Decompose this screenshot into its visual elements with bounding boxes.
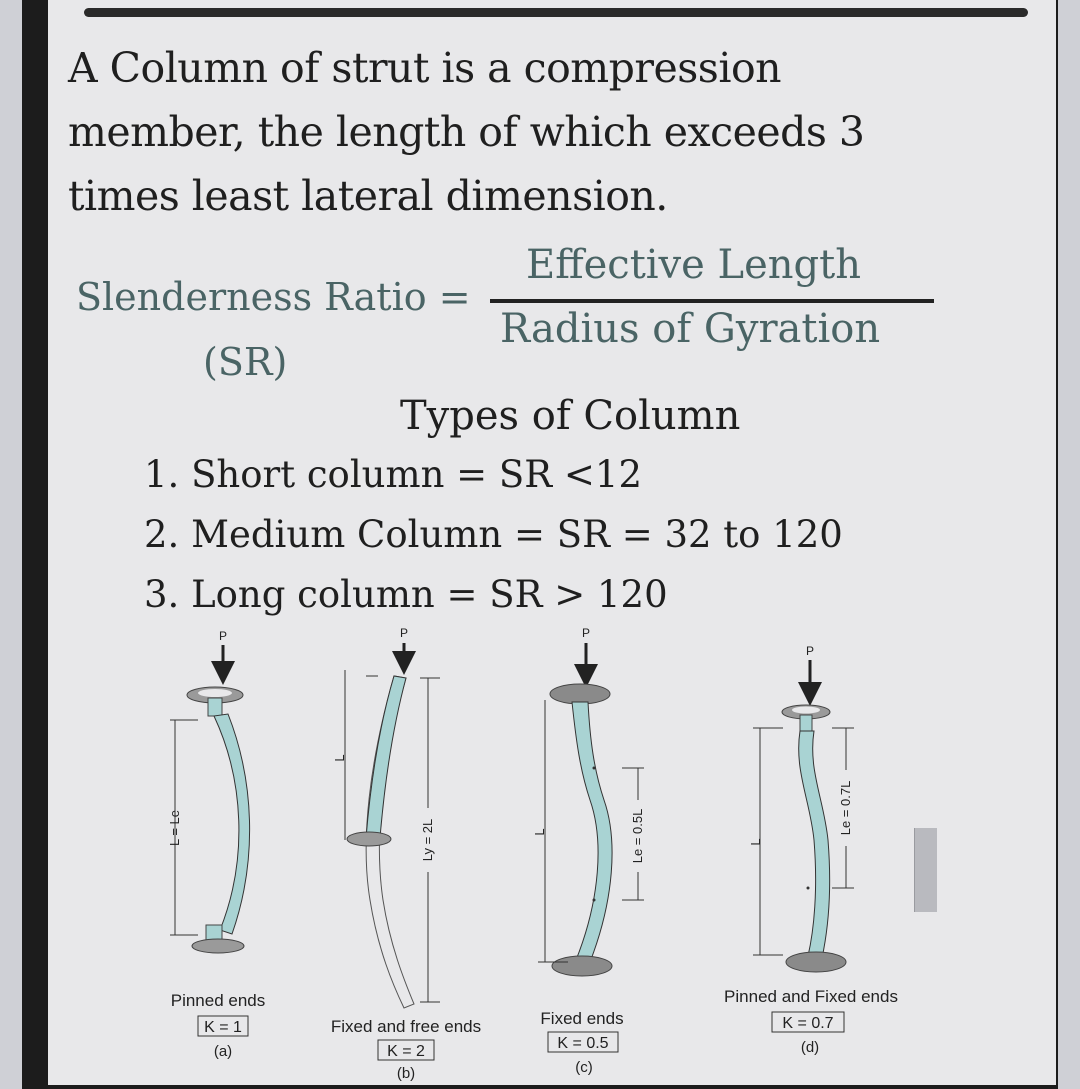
load-label: P: [805, 644, 815, 658]
k-value-c: K = 0.5: [557, 1035, 609, 1052]
type-item-short: 1. Short column = SR <12: [144, 453, 642, 496]
type-item-medium: 2. Medium Column = SR = 32 to 120: [144, 513, 843, 556]
caption-c: Fixed ends: [540, 1009, 624, 1028]
frame-left-edge: [0, 0, 22, 1089]
length-label-a: L = Le: [167, 809, 182, 847]
length-label-b: L: [332, 754, 347, 762]
column-d-pinned-fixed: [724, 644, 898, 1056]
effective-length-c: Le = 0.5L: [630, 808, 645, 864]
effective-length-b: Ly = 2L: [420, 818, 435, 862]
caption-a: Pinned ends: [170, 991, 266, 1010]
intro-line: member, the length of which exceeds 3: [68, 108, 865, 156]
length-label-d: L: [748, 838, 763, 846]
intro-line: times least lateral dimension.: [68, 172, 668, 220]
load-label: P: [581, 626, 591, 640]
tag-c: (c): [575, 1059, 593, 1076]
formula-denominator: Radius of Gyration: [500, 306, 881, 352]
formula-numerator: Effective Length: [526, 242, 861, 288]
tag-d: (d): [800, 1039, 820, 1056]
load-label: P: [218, 629, 228, 643]
column-b-fixed-free: [331, 626, 481, 1082]
column-a-pinned: [167, 629, 265, 1060]
fraction-bar: [490, 299, 934, 303]
intro-paragraph: [68, 36, 1013, 228]
content-card: [48, 0, 1056, 1085]
type-item-long: 3. Long column = SR > 120: [144, 573, 668, 616]
frame-right-edge: [1058, 0, 1080, 1089]
column-c-fixed: [532, 626, 648, 1076]
sr-abbreviation: (SR): [203, 340, 288, 384]
effective-length-d: Le = 0.7L: [838, 780, 853, 836]
caption-b: Fixed and free ends: [330, 1017, 482, 1036]
load-label: P: [399, 626, 409, 640]
tag-b: (b): [396, 1065, 416, 1082]
scrollbar-thumb[interactable]: [914, 828, 937, 912]
caption-d: Pinned and Fixed ends: [724, 987, 898, 1006]
tag-a: (a): [213, 1043, 233, 1060]
top-divider: [84, 8, 1028, 17]
types-heading: Types of Column: [400, 393, 741, 439]
k-value-b: K = 2: [387, 1043, 425, 1060]
slenderness-ratio-label: Slenderness Ratio =: [76, 275, 471, 319]
k-value-a: K = 1: [204, 1019, 242, 1036]
intro-line: A Column of strut is a compression: [68, 44, 782, 92]
column-end-conditions-diagram: [48, 615, 1056, 1085]
length-label-c: L: [532, 828, 547, 836]
k-value-d: K = 0.7: [782, 1015, 834, 1032]
